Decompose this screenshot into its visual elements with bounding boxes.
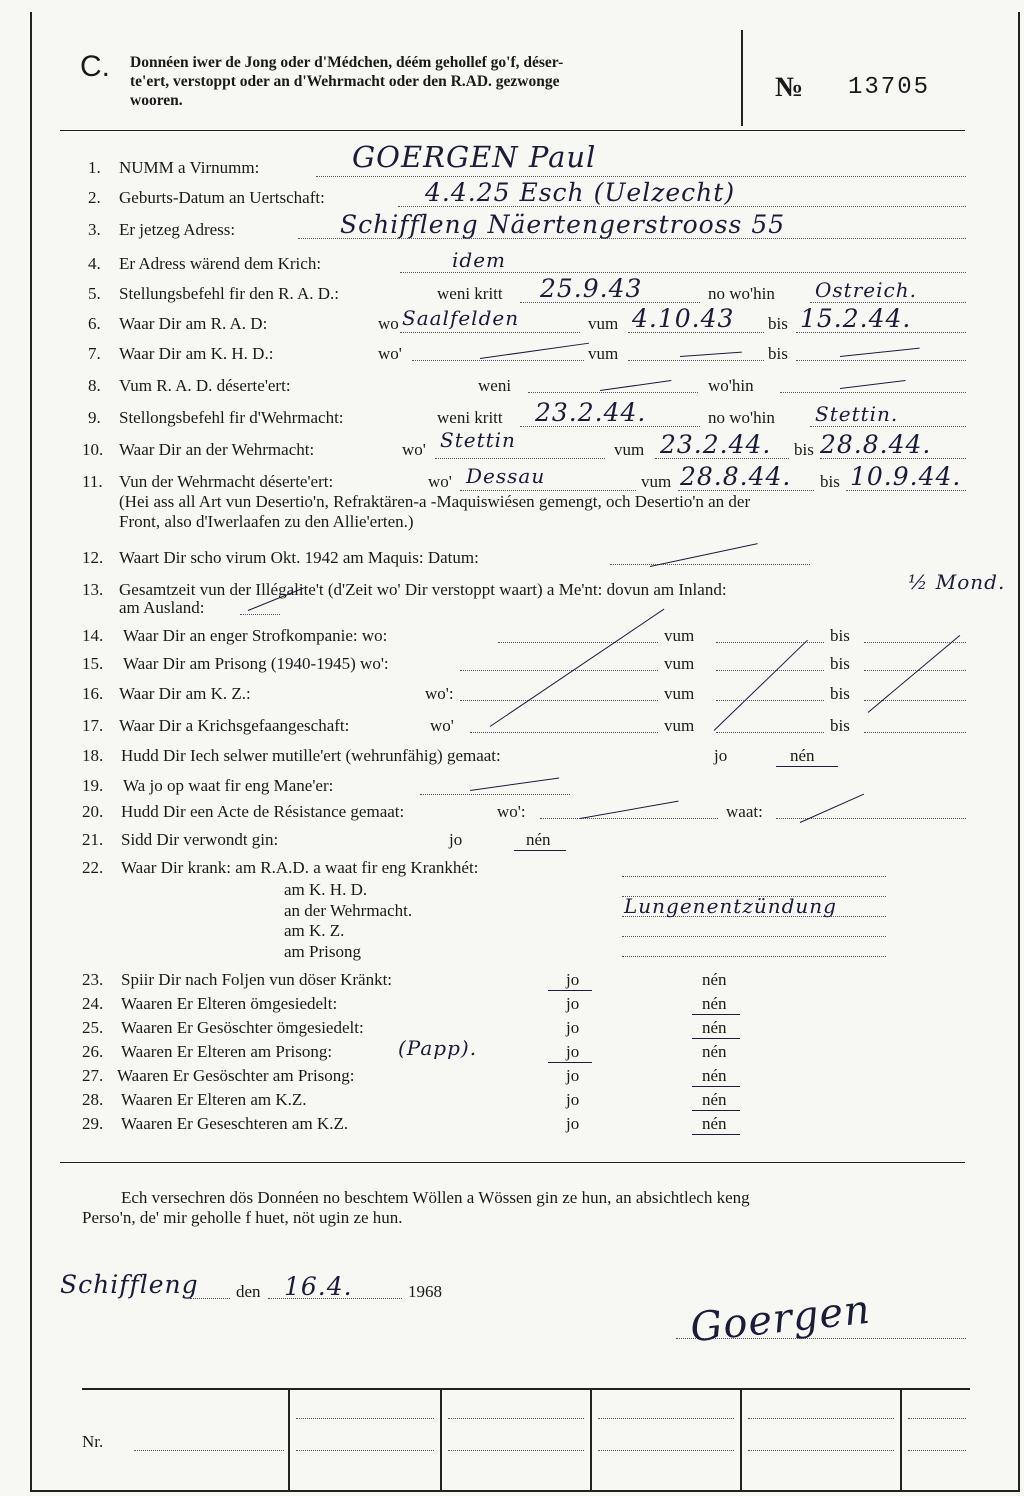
wehrmacht-from: 23.2.44. xyxy=(660,430,772,459)
selection-underline xyxy=(692,1110,740,1111)
dotted-line xyxy=(448,1418,584,1419)
row-number: 18. xyxy=(82,746,104,765)
war-address-label: Er Adress wärend dem Krich: xyxy=(119,254,322,273)
nen-option: nén xyxy=(702,994,727,1013)
rad-order-destination: Ostreich. xyxy=(815,278,917,302)
bis-label: bis xyxy=(820,472,840,491)
desert-from: 28.8.44. xyxy=(680,462,792,491)
dotted-line xyxy=(598,1450,734,1451)
nen-option: nén xyxy=(702,1090,727,1109)
row-number: 4. xyxy=(88,254,101,273)
address-label: Er jetzeg Adress: xyxy=(119,220,236,239)
weni-kritt-label: weni kritt xyxy=(437,284,503,303)
abroad-label: am Ausland: xyxy=(119,598,205,617)
dotted-line xyxy=(400,332,580,333)
birth-value: 4.4.25 Esch (Uelzecht) xyxy=(425,178,736,207)
rad-to: 15.2.44. xyxy=(800,304,912,333)
row-number: 5. xyxy=(88,284,101,303)
wehrmacht-to: 28.8.44. xyxy=(820,430,932,459)
siblings-prison-label: Waaren Er Gesöschter am Prisong: xyxy=(117,1066,355,1085)
desert-to: 10.9.44. xyxy=(850,462,962,491)
row-number: 1. xyxy=(88,158,101,177)
dotted-line xyxy=(908,1418,966,1419)
jo-option: jo xyxy=(566,1018,580,1037)
after-effects-label: Spiir Dir nach Foljen vun döser Kränkt: xyxy=(121,970,393,989)
bis-label: bis xyxy=(830,654,850,673)
illegality-label: Gesamtzeit vun der Illégalite't (d'Zeit wo' Dir verstoppt waart) a Me'nt: dovun am Inland: xyxy=(119,580,727,599)
parents-kz-label: Waaren Er Elteren am K.Z. xyxy=(121,1090,307,1109)
no-wohin-label: no wo'hin xyxy=(708,408,775,427)
jo-option: jo xyxy=(566,1090,580,1109)
jo-option: jo xyxy=(449,830,463,849)
birth-label: Geburts-Datum an Uertschaft: xyxy=(119,188,325,207)
desertion-note-1: (Hei ass all Art vun Desertio'n, Refraktären-a -Maquiswiésen gemengt, och Desertio'n an der xyxy=(119,492,751,511)
selection-underline xyxy=(692,1086,740,1087)
dotted-line xyxy=(412,360,584,361)
number-symbol: № xyxy=(775,72,804,103)
wehrmacht-place: Stettin xyxy=(440,428,516,452)
rad-desert-label: Vum R. A. D. déserte'ert: xyxy=(119,376,291,395)
dotted-line xyxy=(810,302,966,303)
dotted-line xyxy=(748,1418,894,1419)
dotted-line xyxy=(296,1450,434,1451)
row-number: 16. xyxy=(82,684,104,703)
row-number: 2. xyxy=(88,188,101,207)
wo-label: wo' xyxy=(428,472,452,491)
khd-label: Waar Dir am K. H. D.: xyxy=(119,344,274,363)
row-number: 6. xyxy=(88,314,101,333)
row-number: 11. xyxy=(82,472,103,491)
dotted-line xyxy=(316,176,966,177)
dotted-line xyxy=(908,1450,966,1451)
selection-underline xyxy=(692,1134,740,1135)
row-number: 23. xyxy=(82,970,104,989)
row-number: 20. xyxy=(82,802,104,821)
row-number: 7. xyxy=(88,344,101,363)
parents-resettled-label: Waaren Er Elteren ömgesiedelt: xyxy=(121,994,338,1013)
desertion-note-2: Front, also d'Iwerlaafen zu den Allie'erten.) xyxy=(119,512,414,531)
jo-option: jo xyxy=(714,746,728,765)
kz-label: Waar Dir am K. Z.: xyxy=(119,684,251,703)
footer-nr-label: Nr. xyxy=(82,1432,104,1451)
rad-order-label: Stellungsbefehl fir den R. A. D.: xyxy=(119,284,340,303)
selection-underline xyxy=(776,766,838,767)
weni-label: weni xyxy=(478,376,512,395)
row-number: 14. xyxy=(82,626,104,645)
resistance-label: Hudd Dir een Acte de Résistance gemaat: xyxy=(121,802,405,821)
dotted-line xyxy=(400,272,966,273)
footer-divider xyxy=(288,1388,290,1490)
bis-label: bis xyxy=(830,684,850,703)
war-address-value: idem xyxy=(452,248,506,272)
rad-order-date: 25.9.43 xyxy=(540,274,643,303)
parents-prison-note: (Papp). xyxy=(398,1036,478,1060)
penal-company-label: Waar Dir an enger Strofkompanie: wo: xyxy=(123,626,388,645)
wehrmacht-label: Waar Dir an der Wehrmacht: xyxy=(119,440,315,459)
section-letter: C. xyxy=(80,50,110,83)
den-label: den xyxy=(236,1282,261,1301)
handwritten-signature: Goergen xyxy=(688,1286,873,1352)
dotted-line xyxy=(460,700,658,701)
footer-divider xyxy=(740,1388,742,1490)
dotted-line xyxy=(622,956,886,957)
dotted-line xyxy=(864,732,966,733)
row-number: 19. xyxy=(82,776,104,795)
footer-divider xyxy=(900,1388,902,1490)
name-value: GOERGEN Paul xyxy=(352,140,597,174)
parents-prison-label: Waaren Er Elteren am Prisong: xyxy=(121,1042,333,1061)
header-line-1: Donnéen iwer de Jong oder d'Médchen, déém gehollef go'f, déser- xyxy=(130,54,564,71)
sickness-khd-label: am K. H. D. xyxy=(284,880,368,899)
nen-option: nén xyxy=(790,746,815,765)
wounded-label: Sidd Dir verwondt gin: xyxy=(121,830,279,849)
self-mutilation-label: Hudd Dir Iech selwer mutille'ert (wehrunfähig) gemaat: xyxy=(121,746,501,765)
dotted-line xyxy=(622,936,886,937)
row-number: 29. xyxy=(82,1114,104,1133)
wo-label: wo' xyxy=(430,716,454,735)
dotted-line xyxy=(628,360,764,361)
maquis-label: Waart Dir scho virum Okt. 1942 am Maquis: Datum: xyxy=(119,548,479,567)
bis-label: bis xyxy=(794,440,814,459)
dotted-line xyxy=(528,392,698,393)
selection-underline xyxy=(548,990,592,991)
sickness-prison-label: am Prisong xyxy=(284,942,361,961)
dotted-line xyxy=(716,700,824,701)
selection-underline xyxy=(514,850,566,851)
dotted-line xyxy=(470,732,658,733)
row-number: 10. xyxy=(82,440,104,459)
wohin-label: wo'hin xyxy=(708,376,754,395)
footer-divider xyxy=(440,1388,442,1490)
dotted-line xyxy=(448,1450,584,1451)
wo-label: wo' xyxy=(378,344,402,363)
vum-label: vum xyxy=(664,654,695,673)
nen-option: nén xyxy=(526,830,551,849)
no-wohin-label: no wo'hin xyxy=(708,284,775,303)
dotted-line xyxy=(780,392,966,393)
nen-option: nén xyxy=(702,1066,727,1085)
dotted-line xyxy=(796,360,966,361)
vum-label: vum xyxy=(588,344,619,363)
vum-label: vum xyxy=(588,314,619,333)
dotted-line xyxy=(748,1450,894,1451)
row-number: 17. xyxy=(82,716,104,735)
row-number: 27. xyxy=(82,1066,104,1085)
jo-option: jo xyxy=(566,1042,580,1061)
wo-label: wo': xyxy=(497,802,526,821)
row-number: 15. xyxy=(82,654,104,673)
row-number: 26. xyxy=(82,1042,104,1061)
row-number: 12. xyxy=(82,548,104,567)
row-number: 3. xyxy=(88,220,101,239)
row-number: 13. xyxy=(82,580,104,599)
siblings-resettled-label: Waaren Er Gesöschter ömgesiedelt: xyxy=(121,1018,364,1037)
declaration-line-2: Perso'n, de' mir geholle f huet, nöt ugin ze hun. xyxy=(82,1208,403,1227)
desert-place: Dessau xyxy=(466,464,546,488)
header-divider xyxy=(741,30,743,126)
weni-kritt-label: weni kritt xyxy=(437,408,503,427)
vum-label: vum xyxy=(641,472,672,491)
nen-option: nén xyxy=(702,970,727,989)
signature-date: 16.4. xyxy=(284,1272,353,1301)
row-number: 25. xyxy=(82,1018,104,1037)
dotted-line xyxy=(296,1418,434,1419)
declaration-line-1: Ech versechren dös Donnéen no beschtem Wöllen a Wössen gin ze hun, an absichtlech keng xyxy=(121,1188,750,1207)
prison-label: Waar Dir am Prisong (1940-1945) wo': xyxy=(123,654,389,673)
header-line-3: wooren. xyxy=(130,92,183,109)
jo-option: jo xyxy=(566,1114,580,1133)
dotted-line xyxy=(420,794,570,795)
footer-rule xyxy=(82,1388,970,1390)
manner-label: Wa jo op waat fir eng Mane'er: xyxy=(123,776,334,795)
header-rule xyxy=(60,130,965,131)
row-number: 21. xyxy=(82,830,104,849)
dotted-line xyxy=(716,642,824,643)
illegality-inland-value: ½ Mond. xyxy=(908,570,1006,594)
vum-label: vum xyxy=(664,626,695,645)
jo-option: jo xyxy=(566,1066,580,1085)
bis-label: bis xyxy=(768,344,788,363)
wehrmacht-order-label: Stellongsbefehl fir d'Wehrmacht: xyxy=(119,408,344,427)
row-number: 22. xyxy=(82,858,104,877)
dotted-line xyxy=(716,670,824,671)
dotted-line xyxy=(610,564,810,565)
signature-year: 1968 xyxy=(408,1282,442,1301)
dotted-line xyxy=(240,614,280,615)
vum-label: vum xyxy=(614,440,645,459)
footer-divider xyxy=(590,1388,592,1490)
rad-place: Saalfelden xyxy=(402,306,520,330)
section-rule xyxy=(60,1162,965,1163)
waat-label: waat: xyxy=(726,802,763,821)
selection-underline xyxy=(692,1038,740,1039)
row-number: 28. xyxy=(82,1090,104,1109)
wo-label: wo': xyxy=(425,684,454,703)
wehrmacht-order-destination: Stettin. xyxy=(815,402,899,426)
name-label: NUMM a Virnumm: xyxy=(119,158,260,177)
rad-label: Waar Dir am R. A. D: xyxy=(119,314,268,333)
row-number: 9. xyxy=(88,408,101,427)
address-value: Schiffleng Näertengerstrooss 55 xyxy=(340,210,786,239)
form-number: 13705 xyxy=(848,74,931,101)
nen-option: nén xyxy=(702,1042,727,1061)
wehrmacht-desert-label: Vun der Wehrmacht déserte'ert: xyxy=(119,472,334,491)
sickness-value: Lungenentzündung xyxy=(624,894,837,918)
vum-label: vum xyxy=(664,684,695,703)
dotted-line xyxy=(716,732,824,733)
dotted-line xyxy=(598,1418,734,1419)
dotted-line xyxy=(622,876,886,877)
wehrmacht-order-date: 23.2.44. xyxy=(535,398,647,427)
rad-from: 4.10.43 xyxy=(632,304,735,333)
dotted-line xyxy=(134,1450,284,1451)
dotted-line xyxy=(190,1298,230,1299)
signature-place: Schiffleng xyxy=(60,1270,199,1299)
selection-underline xyxy=(548,1062,592,1063)
bis-label: bis xyxy=(830,716,850,735)
bis-label: bis xyxy=(830,626,850,645)
dotted-line xyxy=(540,818,718,819)
dotted-line xyxy=(498,642,658,643)
dotted-line xyxy=(460,490,636,491)
sickness-wehrmacht-label: an der Wehrmacht. xyxy=(284,901,413,920)
dotted-line xyxy=(435,458,605,459)
jo-option: jo xyxy=(566,994,580,1013)
row-number: 24. xyxy=(82,994,104,1013)
dotted-line xyxy=(810,426,966,427)
bis-label: bis xyxy=(768,314,788,333)
sickness-kz-label: am K. Z. xyxy=(284,921,345,940)
sickness-label: Waar Dir krank: am R.A.D. a waat fir eng Krankhét: xyxy=(121,858,479,877)
header-line-2: te'ert, verstoppt oder an d'Wehrmacht oder den R.AD. gezwonge xyxy=(130,73,560,90)
jo-option: jo xyxy=(566,970,580,989)
dotted-line xyxy=(460,670,658,671)
pow-label: Waar Dir a Krichsgefaangeschaft: xyxy=(119,716,350,735)
siblings-kz-label: Waaren Er Geseschteren am K.Z. xyxy=(121,1114,349,1133)
nen-option: nén xyxy=(702,1018,727,1037)
vum-label: vum xyxy=(664,716,695,735)
row-number: 8. xyxy=(88,376,101,395)
wo-label: wo xyxy=(378,314,399,333)
nen-option: nén xyxy=(702,1114,727,1133)
selection-underline xyxy=(692,1014,740,1015)
wo-label: wo' xyxy=(402,440,426,459)
